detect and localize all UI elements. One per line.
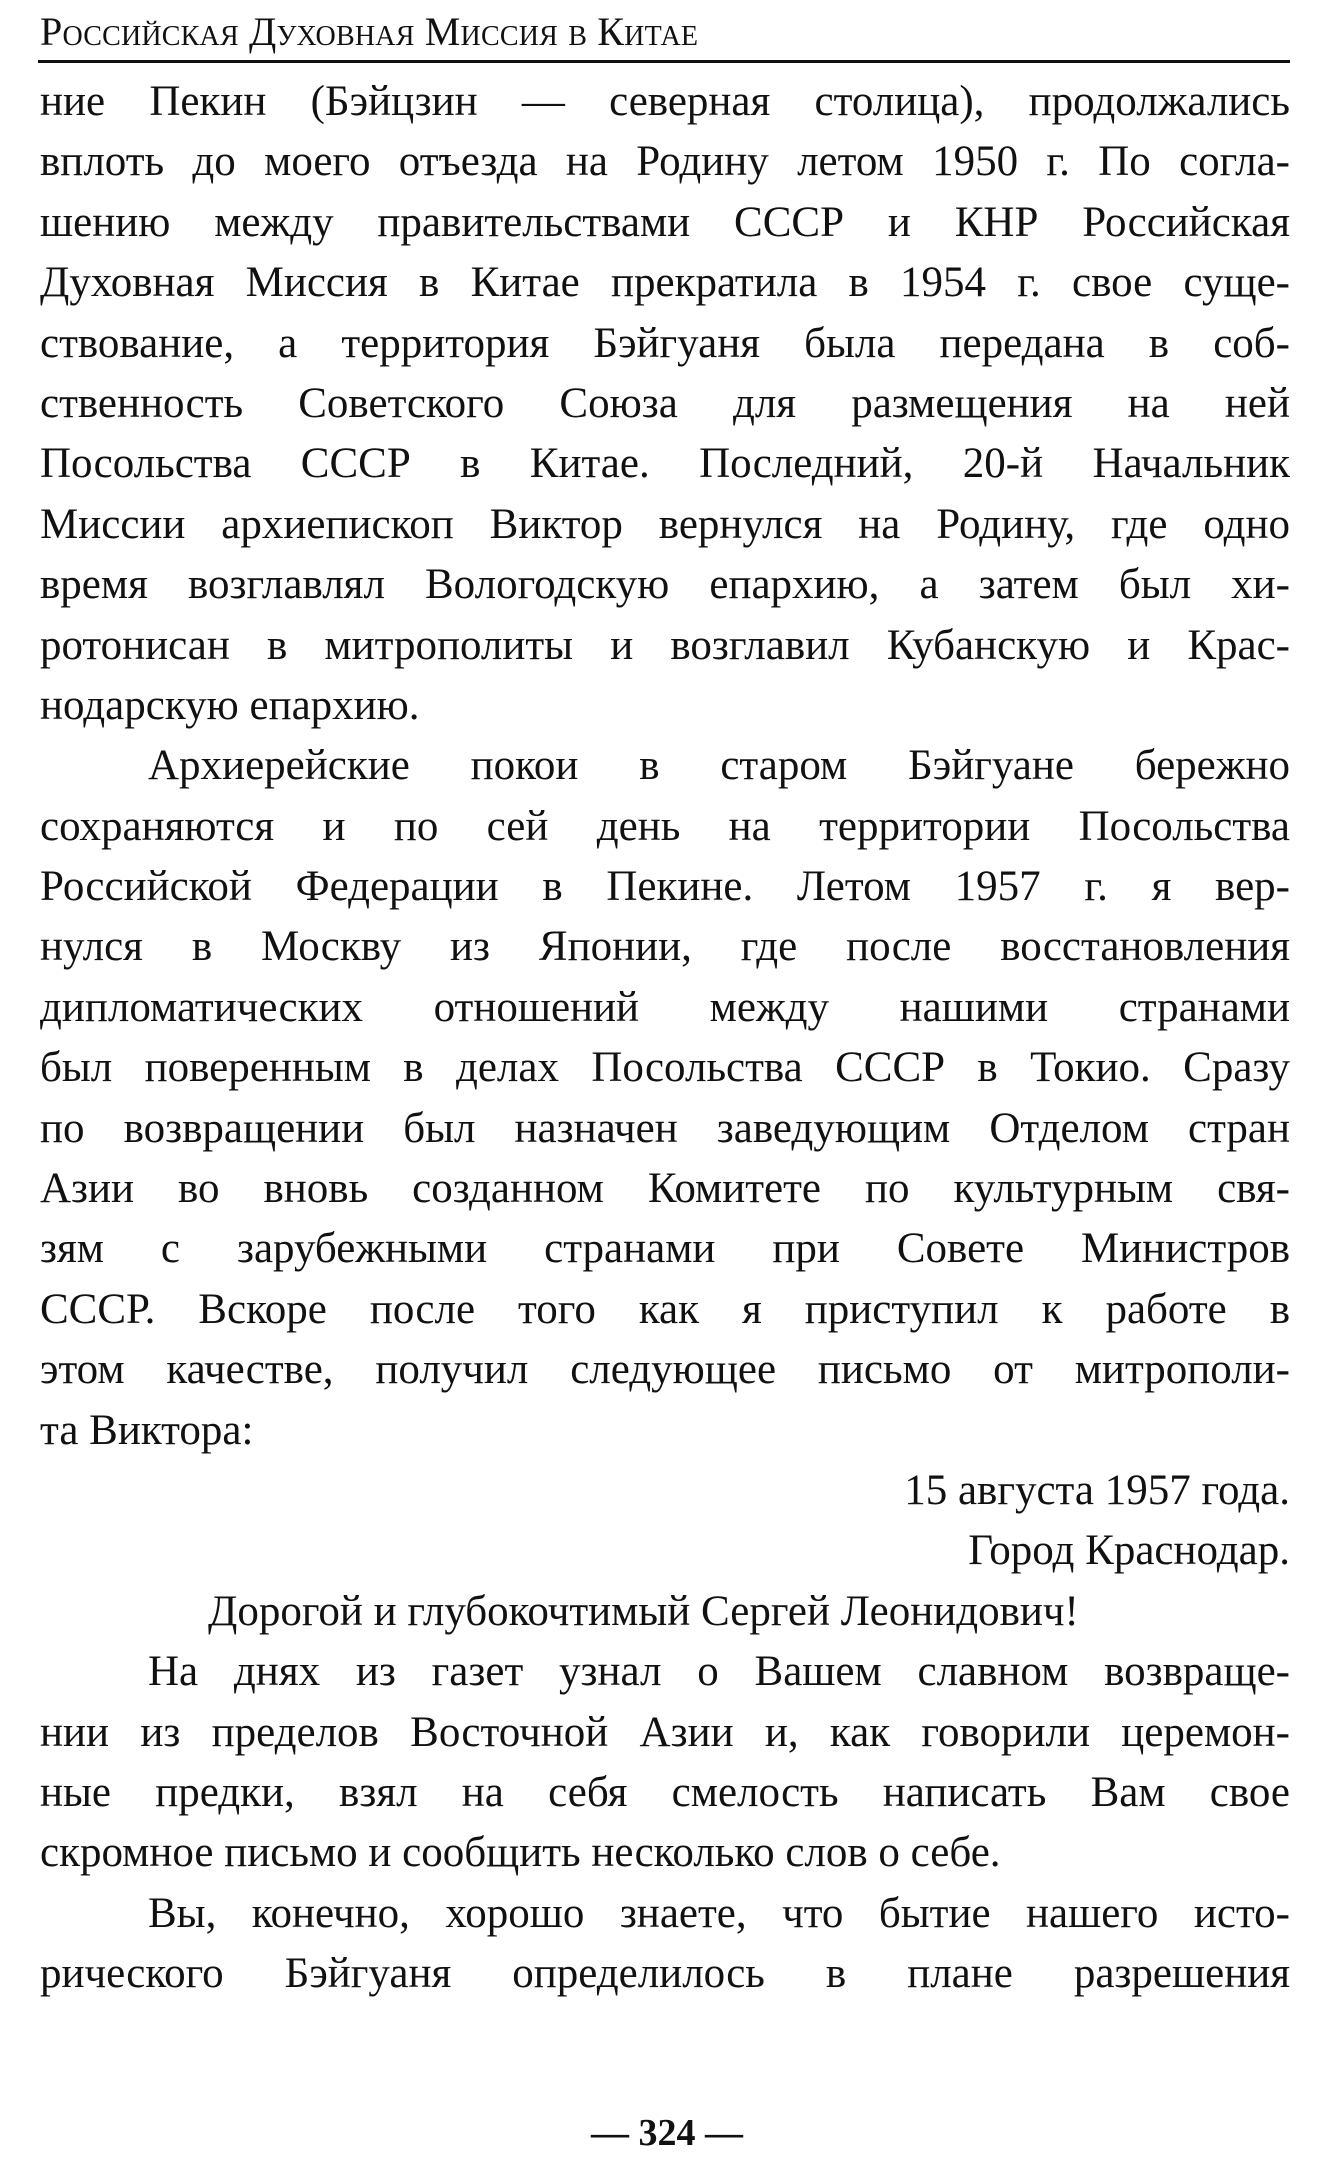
text-line: Миссии архиепископ Виктор вернулся на Родину, где одно [40, 500, 1290, 548]
text-line: та Виктора: [40, 1406, 254, 1454]
text-line: Азии во вновь созданном Комитете по культурным свя- [40, 1165, 1290, 1213]
text-line: Российской Федерации в Пекине. Летом 1957 г. я вер- [40, 863, 1290, 911]
text-line: скромное письмо и сообщить несколько слов о себе. [40, 1829, 1001, 1877]
text-line: ные предки, взял на себя смелость написать Вам свое [40, 1768, 1290, 1816]
running-head: Российская Духовная Миссия в Китае [40, 9, 699, 54]
text-line: нии из пределов Восточной Азии и, как говорили церемон- [40, 1708, 1290, 1756]
letter-place: Город Краснодар. [968, 1527, 1290, 1575]
text-line: нодарскую епархию. [40, 681, 420, 729]
page-number: — 324 — [591, 2112, 743, 2154]
text-line: был поверенным в делах Посольства СССР в Токио. Сразу [40, 1044, 1290, 1092]
text-line: На днях из газет узнал о Вашем славном возвраще- [148, 1648, 1290, 1696]
text-line: СССР. Вскоре после того как я приступил к работе в [40, 1285, 1290, 1333]
text-line: Посольства СССР в Китае. Последний, 20-й Начальник [40, 440, 1290, 488]
text-line: зям с зарубежными странами при Совете Министров [40, 1225, 1290, 1273]
text-line: Архиерейские покои в старом Бэйгуане бережно [148, 742, 1290, 790]
text-line: ние Пекин (Бэйцзин — северная столица), продолжались [40, 78, 1290, 125]
text-line: вплоть до моего отъезда на Родину летом 1950 г. По согла- [40, 138, 1290, 186]
header-rule [38, 60, 1290, 63]
text-line: ротонисан в митрополиты и возглавил Кубанскую и Крас- [40, 621, 1290, 669]
text-line: этом качестве, получил следующее письмо от митрополи- [40, 1346, 1290, 1394]
text-line: шению между правительствами СССР и КНР Российская [40, 198, 1290, 246]
text-line: по возвращении был назначен заведующим Отделом стран [40, 1104, 1290, 1152]
text-line: Вы, конечно, хорошо знаете, что бытие нашего исто- [148, 1889, 1290, 1937]
text-line: нулся в Москву из Японии, где после восстановления [40, 923, 1290, 971]
text-line: ственность Советского Союза для размещения на ней [40, 379, 1290, 427]
body-text [40, 72, 1290, 2005]
text-line: время возглавлял Вологодскую епархию, а затем был хи- [40, 561, 1290, 609]
text-line: рического Бэйгуаня определилось в плане разрешения [40, 1950, 1290, 1998]
letter-greeting: Дорогой и глубокочтимый Сергей Леонидович! [208, 1587, 1079, 1635]
text-line: дипломатических отношений между нашими странами [40, 983, 1290, 1031]
text-line: Духовная Миссия в Китае прекратила в 1954 г. свое суще- [40, 259, 1290, 307]
text-line: сохраняются и по сей день на территории Посольства [40, 802, 1290, 850]
letter-date: 15 августа 1957 года. [904, 1466, 1290, 1514]
text-line: ствование, а территория Бэйгуаня была передана в соб- [40, 319, 1290, 367]
